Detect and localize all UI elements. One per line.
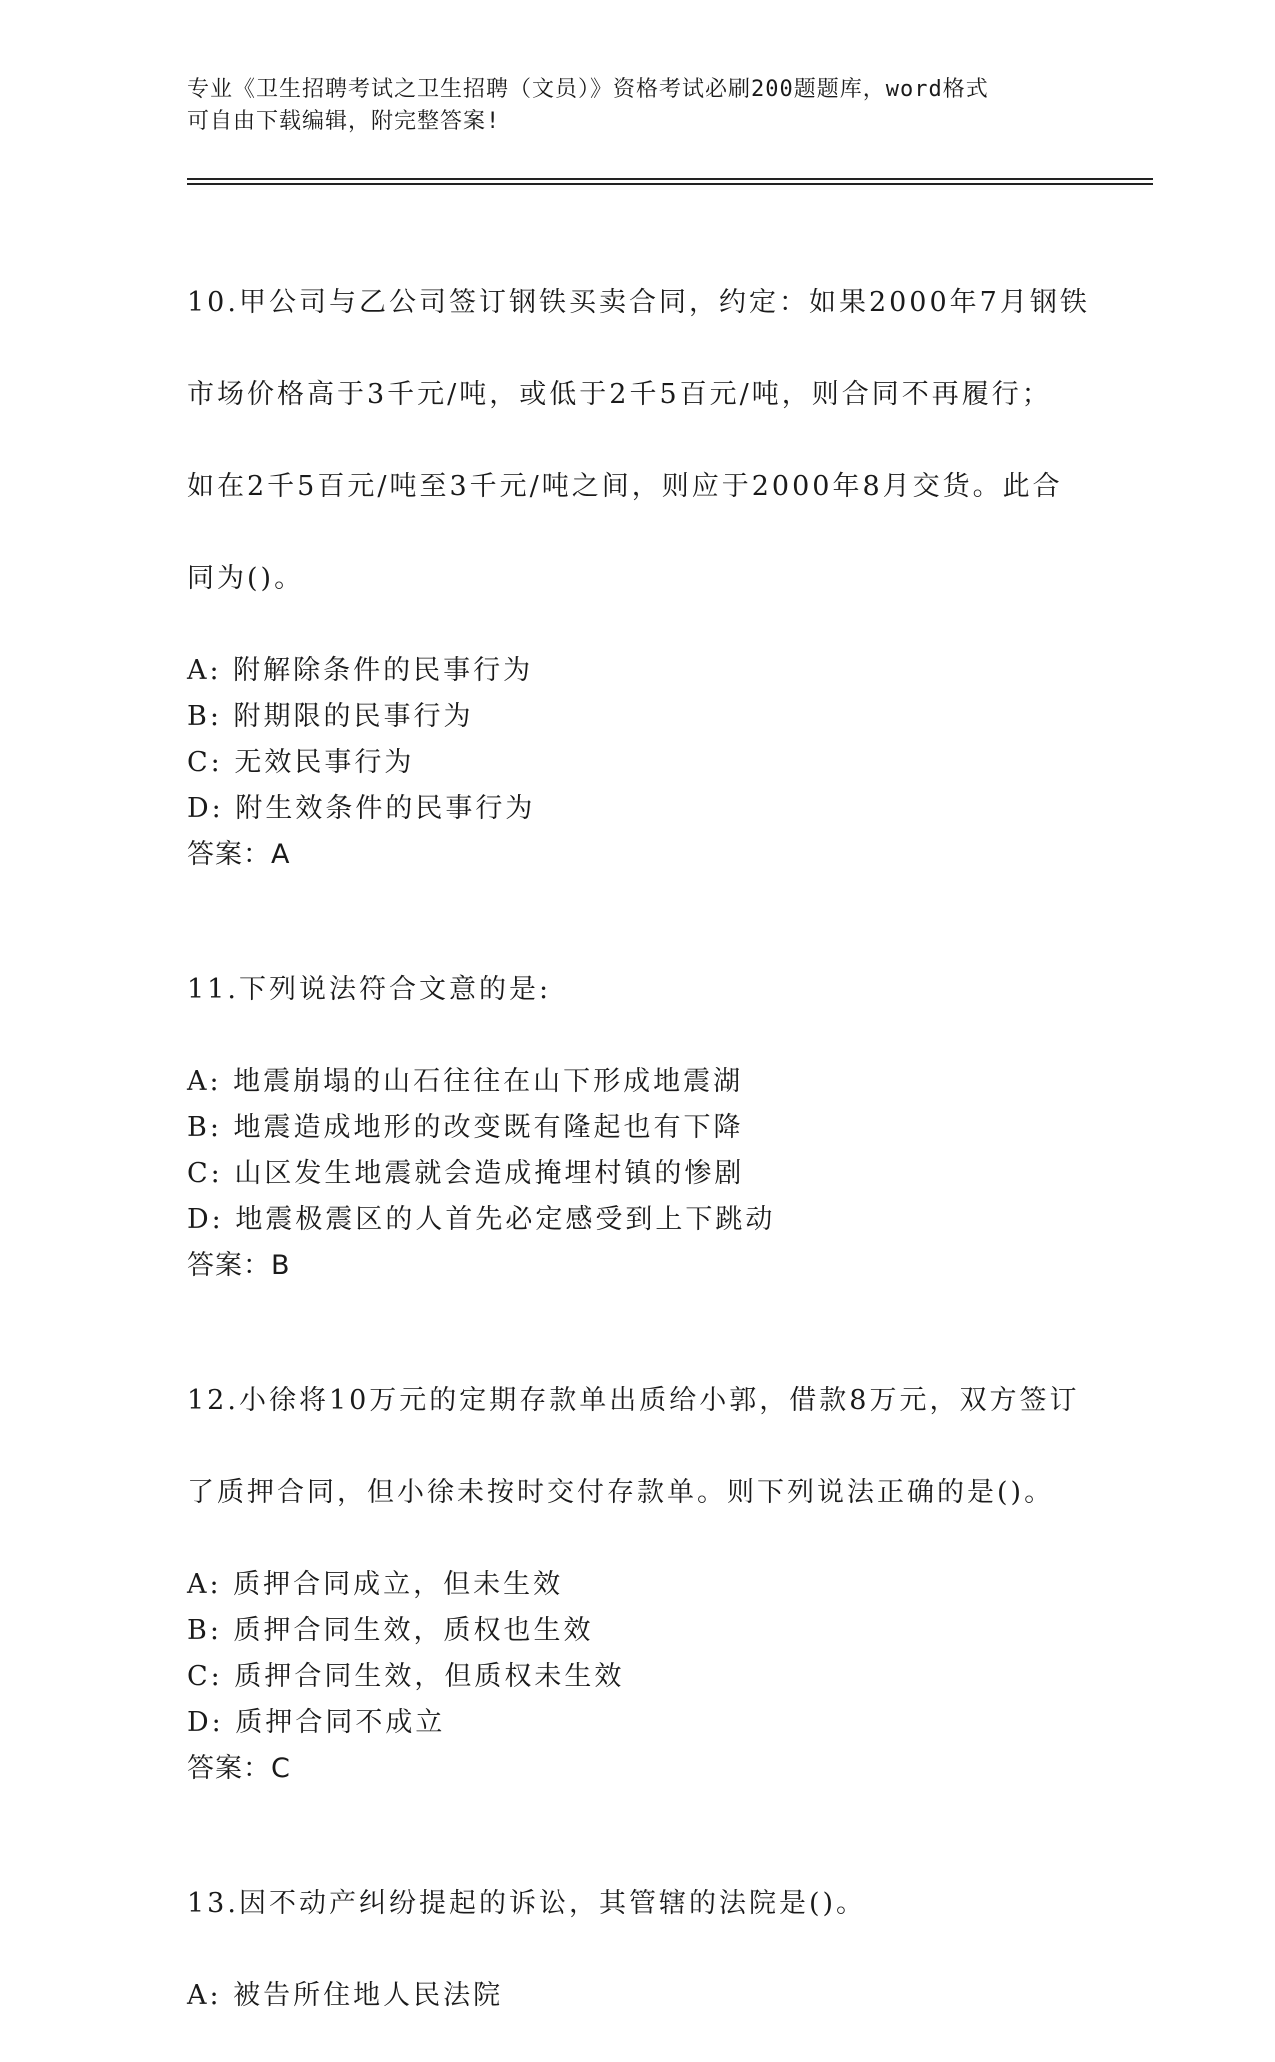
option-d: D: 附生效条件的民事行为 [187,793,536,824]
question-stem-line: 12.小徐将10万元的定期存款单出质给小郭，借款8万元，双方签订 [187,1385,1080,1416]
question-stem-line: 了质押合同，但小徐未按时交付存款单。则下列说法正确的是()。 [187,1477,1055,1508]
option-b: B: 地震造成地形的改变既有隆起也有下降 [187,1112,744,1143]
option-a: A: 附解除条件的民事行为 [187,655,534,686]
question-stem-line: 市场价格高于3千元/吨，或低于2千5百元/吨，则合同不再履行； [187,379,1052,410]
question-stem [187,1835,1087,1973]
option-a: A: 被告所住地人民法院 [187,1980,504,2011]
answer-label: 答案：A [187,839,291,870]
option-a: A: 地震崩塌的山石往往在山下形成地震湖 [187,1066,744,1097]
document-header [187,74,1067,138]
question-stem-line: 同为()。 [187,563,305,594]
question-stem [187,234,1090,648]
header-divider-top [187,178,1153,180]
question-stem [187,921,1087,1059]
header-divider-bottom [187,183,1153,185]
option-b: B: 附期限的民事行为 [187,701,474,732]
header-title-line-1: 专业《卫生招聘考试之卫生招聘（文员）》资格考试必刷200题题库，word格式 [187,77,989,102]
question-11 [187,921,1087,1289]
answer-label: 答案：B [187,1250,291,1281]
question-13 [187,1835,1087,2019]
question-stem-line: 如在2千5百元/吨至3千元/吨之间，则应于2000年8月交货。此合 [187,471,1063,502]
question-stem-line: 11.下列说法符合文意的是: [187,974,552,1005]
question-stem [187,1332,1087,1562]
option-d: D: 地震极震区的人首先必定感受到上下跳动 [187,1204,776,1235]
answer-label: 答案：C [187,1753,291,1784]
question-list [187,234,1090,2062]
option-a: A: 质押合同成立，但未生效 [187,1569,564,1600]
question-12 [187,1332,1087,1792]
option-d: D: 质押合同不成立 [187,1707,446,1738]
question-stem-line: 13.因不动产纠纷提起的诉讼，其管辖的法院是()。 [187,1888,867,1919]
option-c: C: 无效民事行为 [187,747,415,778]
option-c: C: 山区发生地震就会造成掩埋村镇的惨剧 [187,1158,745,1189]
question-stem-line: 10.甲公司与乙公司签订钢铁买卖合同，约定：如果2000年7月钢铁 [187,287,1090,318]
option-c: C: 质押合同生效，但质权未生效 [187,1661,625,1692]
header-title-line-2: 可自由下载编辑，附完整答案! [187,109,501,134]
option-b: B: 质押合同生效，质权也生效 [187,1615,594,1646]
question-10 [187,234,1090,878]
